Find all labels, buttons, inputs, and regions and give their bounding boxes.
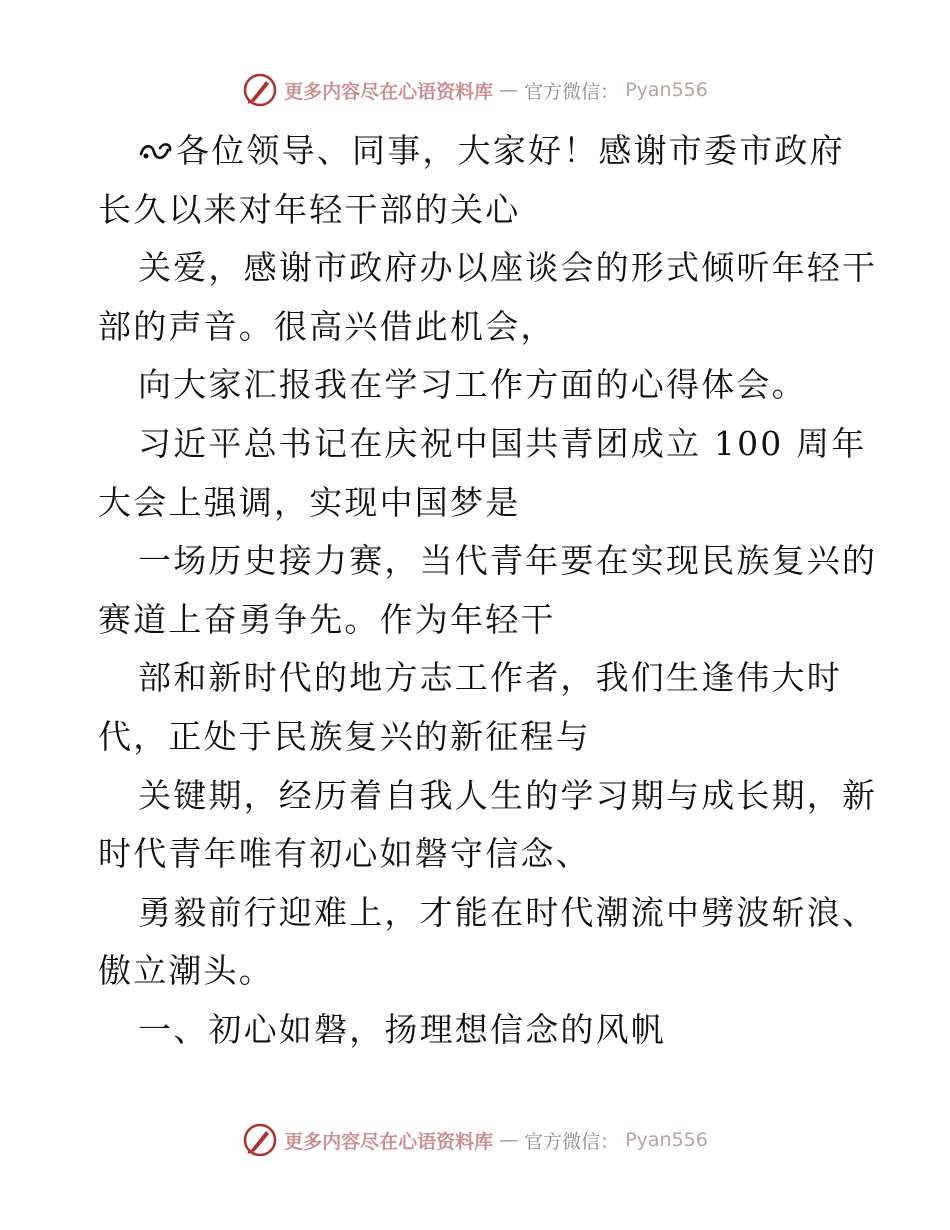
text-line: 傲立潮头。	[98, 951, 274, 991]
document-body	[98, 122, 878, 1060]
text-line	[98, 122, 858, 181]
text-line: 长久以来对年轻干部的关心	[98, 189, 521, 229]
wechat-account: Pyan556	[625, 1129, 708, 1151]
wechat-label: 官方微信：	[524, 1130, 620, 1153]
text-line: 关键期，经历着自我人生的学习期与成长期，新	[138, 775, 878, 815]
quill-pen-logo-icon	[242, 72, 278, 108]
section-heading: 一、初心如磐，扬理想信念的风帆	[138, 1009, 666, 1049]
text-line: 大会上强调，实现中国梦是	[98, 482, 521, 522]
text-line: 部和新时代的地方志工作者，我们生逢伟大时	[138, 658, 842, 698]
wechat-label: 官方微信：	[524, 80, 620, 103]
text-line: 时代青年唯有初心如磐守信念、	[98, 834, 591, 874]
swash-ornament-icon	[138, 140, 174, 164]
watermark-banner	[242, 72, 708, 108]
text-line: 代，正处于民族复兴的新征程与	[98, 716, 591, 756]
text-line: 一场历史接力赛，当代青年要在实现民族复兴的	[138, 541, 878, 581]
text-line-content: 各位领导、同事，大家好！感谢市委市政府	[176, 131, 845, 170]
quill-pen-logo-icon	[242, 1122, 278, 1158]
library-text: 更多内容尽在心语资料库	[284, 80, 494, 103]
text-line: 部的声音。很高兴借此机会，	[98, 306, 556, 346]
separator: —	[499, 79, 519, 101]
text-line: 习近平总书记在庆祝中国共青团成立 100 周年	[138, 423, 867, 463]
text-line: 向大家汇报我在学习工作方面的心得体会。	[138, 365, 807, 405]
watermark-banner	[242, 1122, 708, 1158]
text-line: 赛道上奋勇争先。作为年轻干	[98, 599, 556, 639]
separator: —	[499, 1129, 519, 1151]
library-text: 更多内容尽在心语资料库	[284, 1130, 494, 1153]
page-header	[0, 70, 950, 110]
page-footer	[0, 1120, 950, 1160]
text-line: 关爱，感谢市政府办以座谈会的形式倾听年轻干	[138, 248, 878, 288]
text-line: 勇毅前行迎难上，才能在时代潮流中劈波斩浪、	[138, 892, 878, 932]
wechat-account: Pyan556	[625, 79, 708, 101]
